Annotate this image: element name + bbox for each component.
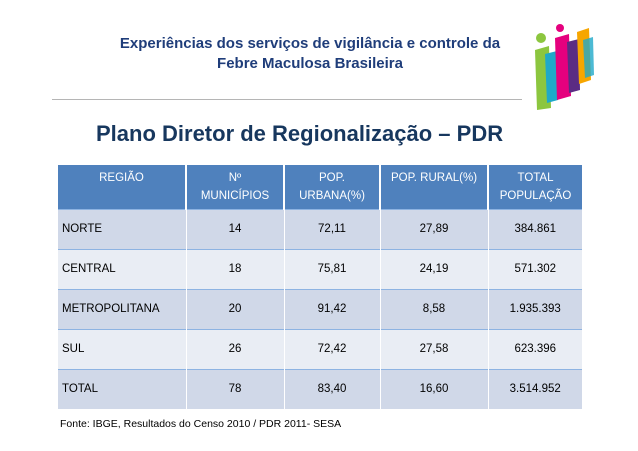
cell-municipios: 20	[186, 289, 284, 329]
cell-total-populacao: 623.396	[488, 329, 582, 369]
cell-pop-urbana: 75,81	[284, 249, 380, 289]
cell-pop-urbana: 72,11	[284, 209, 380, 249]
cell-total-populacao: 3.514.952	[488, 369, 582, 409]
cell-municipios: 18	[186, 249, 284, 289]
header-municipios: Nº MUNICÍPIOS	[186, 165, 284, 209]
logo-dot-pink	[556, 24, 564, 32]
cell-regiao: TOTAL	[58, 369, 186, 409]
colorful-bars-logo-icon	[527, 20, 597, 110]
table-row	[58, 329, 582, 369]
header-pop-rural: POP. RURAL(%)	[380, 165, 488, 209]
cell-regiao: CENTRAL	[58, 249, 186, 289]
cell-regiao: METROPOLITANA	[58, 289, 186, 329]
cell-total-populacao: 384.861	[488, 209, 582, 249]
header-regiao: REGIÃO	[58, 165, 186, 209]
table-header-row	[58, 165, 582, 209]
regional-data-table	[58, 165, 582, 409]
table-row	[58, 209, 582, 249]
cell-pop-rural: 27,58	[380, 329, 488, 369]
header-divider	[52, 99, 522, 100]
header-title-line-2: Febre Maculosa Brasileira	[217, 55, 403, 72]
plan-title: Plano Diretor de Regionalização – PDR	[96, 121, 504, 146]
header-pop-urbana: POP. URBANA(%)	[284, 165, 380, 209]
cell-total-populacao: 1.935.393	[488, 289, 582, 329]
logo-dot-green	[536, 33, 546, 43]
slide-header-title	[60, 34, 560, 74]
cell-municipios: 78	[186, 369, 284, 409]
cell-pop-rural: 24,19	[380, 249, 488, 289]
cell-pop-urbana: 72,42	[284, 329, 380, 369]
cell-pop-urbana: 83,40	[284, 369, 380, 409]
table-row	[58, 289, 582, 329]
cell-municipios: 26	[186, 329, 284, 369]
cell-total-populacao: 571.302	[488, 249, 582, 289]
cell-municipios: 14	[186, 209, 284, 249]
cell-pop-urbana: 91,42	[284, 289, 380, 329]
table-row	[58, 249, 582, 289]
cell-regiao: NORTE	[58, 209, 186, 249]
cell-pop-rural: 27,89	[380, 209, 488, 249]
cell-pop-rural: 16,60	[380, 369, 488, 409]
table-row	[58, 369, 582, 409]
header-title-line-1: Experiências dos serviços de vigilância e controle da	[119, 35, 501, 52]
cell-regiao: SUL	[58, 329, 186, 369]
source-note: Fonte: IBGE, Resultados do Censo 2010 / PDR 2011- SESA	[60, 418, 342, 430]
header-total-populacao: TOTAL POPULAÇÃO	[488, 165, 582, 209]
cell-pop-rural: 8,58	[380, 289, 488, 329]
